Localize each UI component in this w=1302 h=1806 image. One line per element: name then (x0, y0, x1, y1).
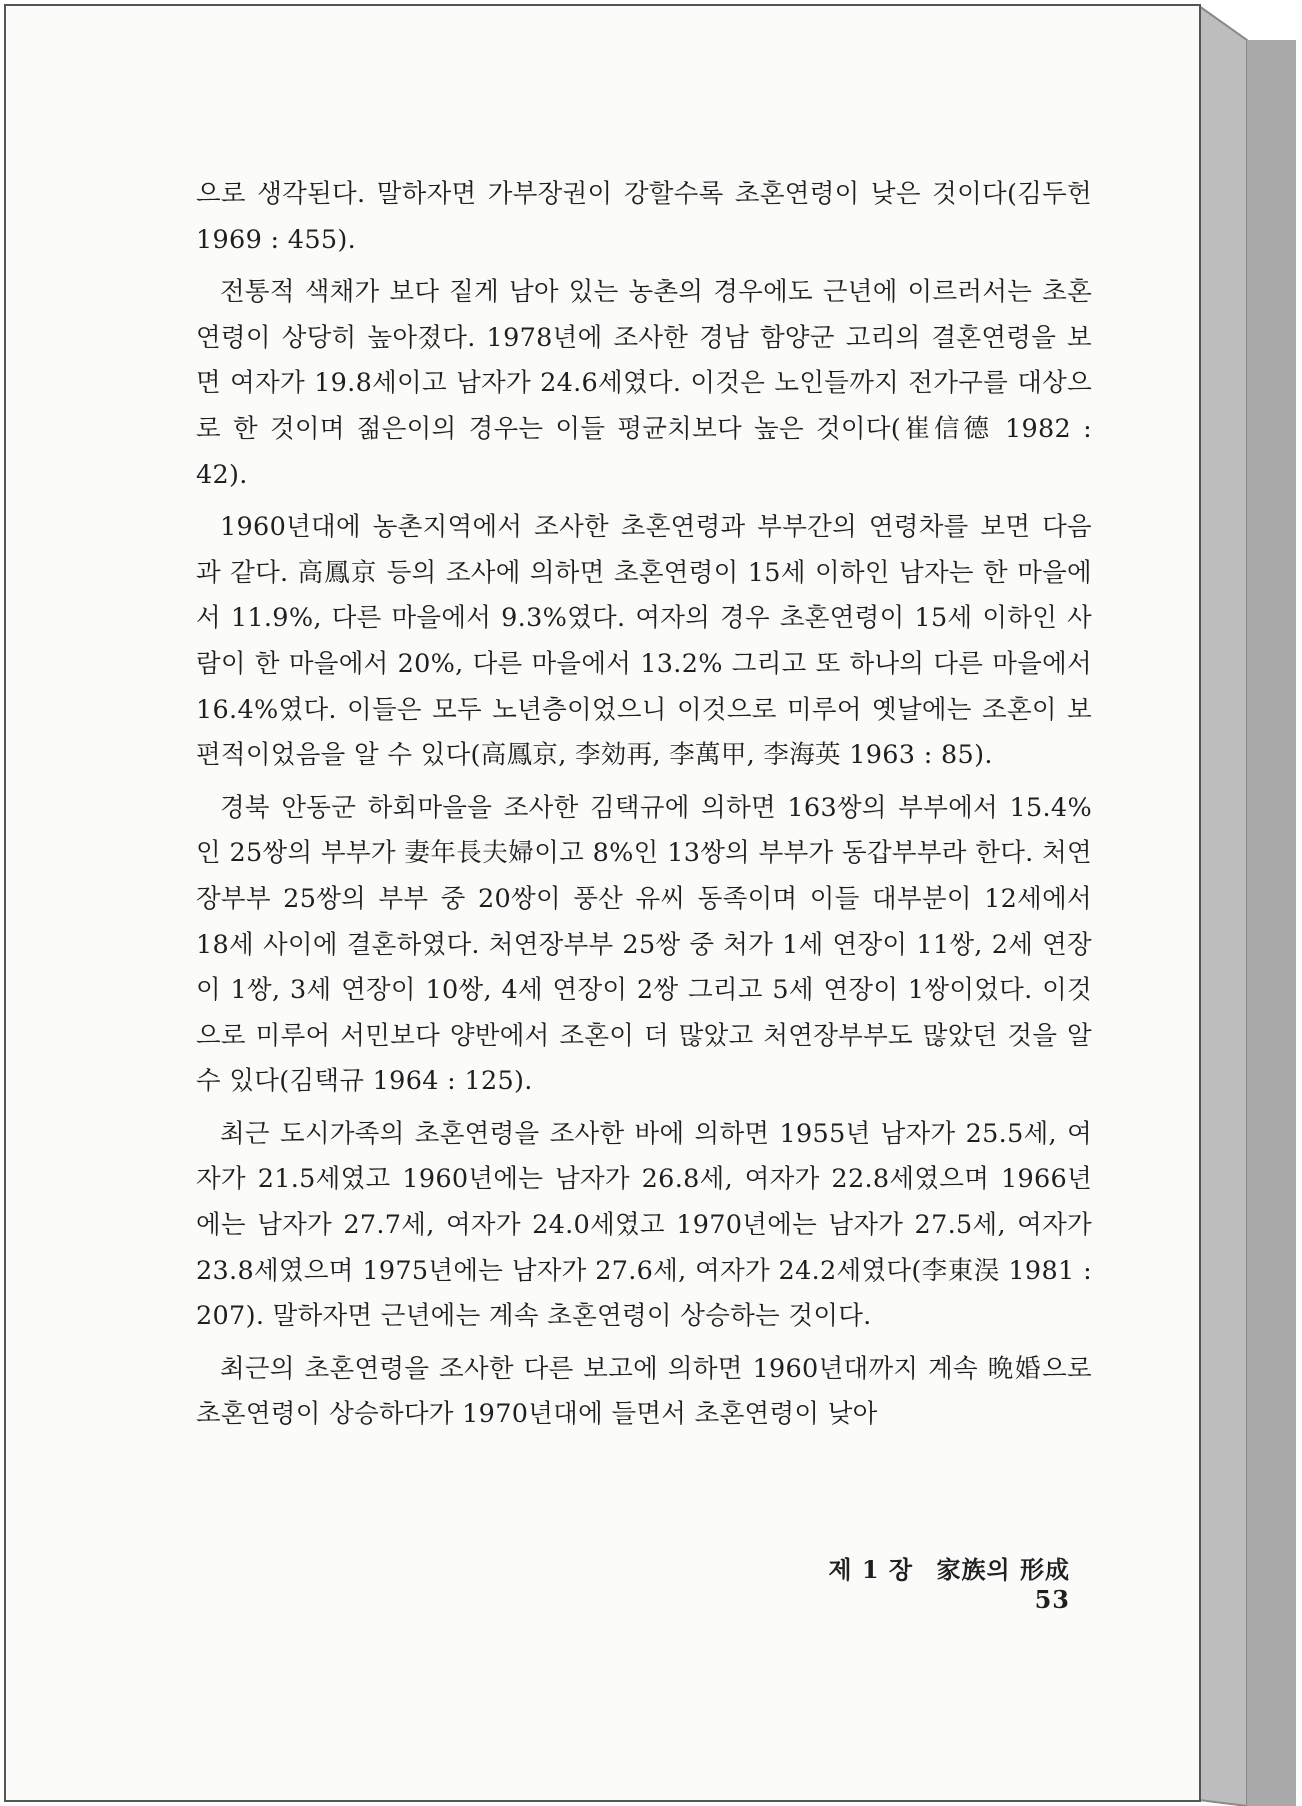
running-footer (770, 1550, 1070, 1614)
page-number: 53 (1034, 1585, 1070, 1614)
paragraph-6: 최근의 초혼연령을 조사한 다른 보고에 의하면 1960년대까지 계속 晩婚으로 초혼연령이 상승하다가 1970년대에 들면서 초혼연령이 낮아 (196, 1353, 1092, 1430)
paragraph-4: 경북 안동군 하회마을을 조사한 김택규에 의하면 163쌍의 부부에서 15.4%인 25쌍의 부부가 妻年長夫婦이고 8%인 13쌍의 부부가 동갑부부라 한다. 처연장부부 25쌍의 부부 중 20쌍이 풍산 유씨 동족이며 이들 대부분이 12세에서 18세 사이에 결혼하였다. 처연장부부 25쌍 중 처가 1세 연장이 11쌍, 2세 연장이 1쌍, 3세 연장이 10쌍, 4세 연장이 2쌍 그리고 5세 연장이 1쌍이었다. 이것으로 미루어 서민보다 양반에서 조혼이 더 많았고 처연장부부도 많았던 것을 알 수 있다(김택규 1964 : 125). (196, 792, 1092, 1097)
body-text (196, 172, 1092, 1445)
paragraph-2: 전통적 색채가 보다 짙게 남아 있는 농촌의 경우에도 근년에 이르러서는 초혼연령이 상당히 높아졌다. 1978년에 조사한 경남 함양군 고리의 결혼연령을 보면 여자가 19.8세이고 남자가 24.6세였다. 이것은 노인들까지 전가구를 대상으로 한 것이며 젊은이의 경우는 이들 평균치보다 높은 것이다(崔信德 1982 : 42). (196, 277, 1092, 490)
chapter-title: 家族의 形成 (936, 1555, 1070, 1584)
paragraph-1: 으로 생각된다. 말하자면 가부장권이 강할수록 초혼연령이 낮은 것이다(김두헌 1969 : 455). (196, 179, 1092, 255)
paragraph-5: 최근 도시가족의 초혼연령을 조사한 바에 의하면 1955년 남자가 25.5세, 여자가 21.5세였고 1960년에는 남자가 26.8세, 여자가 22.8세였으며 1966년에는 남자가 27.7세, 여자가 24.0세였고 1970년에는 남자가 27.5세, 여자가 23.8세였으며 1975년에는 남자가 27.6세, 여자가 24.2세였다(李東洖 1981 : 207). 말하자면 근년에는 계속 초혼연령이 상승하는 것이다. (196, 1118, 1092, 1332)
paragraph-3: 1960년대에 농촌지역에서 조사한 초혼연령과 부부간의 연령차를 보면 다음과 같다. 高鳳京 등의 조사에 의하면 초혼연령이 15세 이하인 남자는 한 마을에서 11.9%, 다른 마을에서 9.3%였다. 여자의 경우 초혼연령이 15세 이하인 사람이 한 마을에서 20%, 다른 마을에서 13.2% 그리고 또 하나의 다른 마을에서 16.4%였다. 이들은 모두 노년층이었으니 이것으로 미루어 옛날에는 조혼이 보편적이었음을 알 수 있다(高鳳京, 李効再, 李萬甲, 李海英 1963 : 85). (196, 512, 1092, 771)
chapter-label: 제 1 장 (828, 1555, 914, 1584)
